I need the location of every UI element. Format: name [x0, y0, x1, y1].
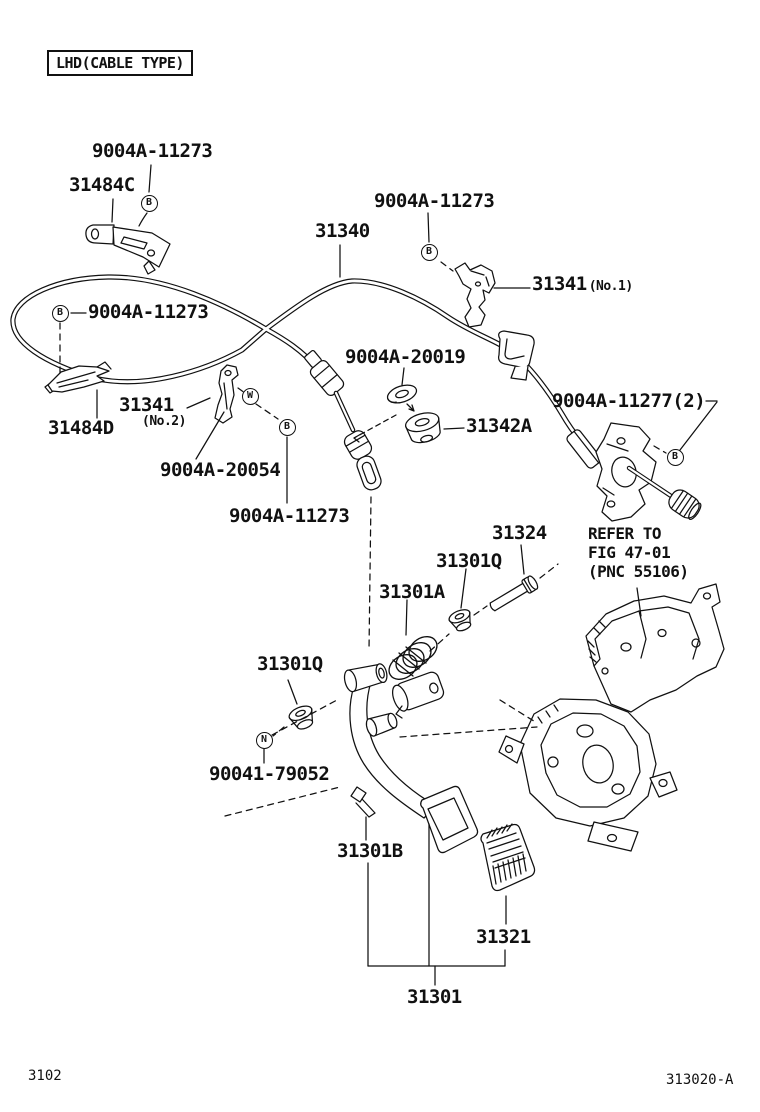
part-label-31301a — [379, 582, 445, 602]
part-label-31301b — [337, 841, 403, 861]
part-label-31341-no2 — [119, 395, 186, 429]
part-label-31301q-upper — [436, 551, 502, 571]
part-number: 31484C — [69, 174, 135, 196]
part-label-9004a-11273-a — [92, 141, 212, 161]
part-label-90041-79052 — [209, 764, 329, 784]
fastener-marker-b-left: B — [52, 305, 69, 322]
part-label-9004a-20019 — [345, 347, 465, 367]
part-number: 31341 — [532, 273, 587, 295]
part-number-suffix: (No.1) — [588, 279, 633, 294]
part-number: 31301 — [407, 986, 462, 1008]
figure-code: 313020-A — [666, 1072, 734, 1088]
part-label-31342a — [466, 416, 532, 436]
part-number: 31301Q — [436, 550, 502, 572]
fastener-marker-b-top-left: B — [141, 195, 158, 212]
part-number-suffix: (No.2) — [142, 414, 186, 429]
part-number: 31341 — [119, 394, 174, 416]
part-label-9004a-11277 — [552, 391, 705, 411]
part-label-31301 — [407, 987, 462, 1007]
part-number: 31324 — [492, 522, 547, 544]
fastener-marker-b-mid: B — [279, 419, 296, 436]
part-number: 31342A — [466, 415, 532, 437]
part-number: 9004A-11277(2) — [552, 390, 706, 412]
part-label-31321 — [476, 927, 531, 947]
part-label-9004a-11273-c — [88, 302, 208, 322]
part-number: 9004A-11273 — [229, 505, 350, 527]
fastener-marker-b-right: B — [667, 449, 684, 466]
refer-note-line1: REFER TO — [588, 524, 662, 543]
part-label-31484c — [69, 175, 135, 195]
part-number: 9004A-11273 — [374, 190, 495, 212]
part-number: 90041-79052 — [209, 763, 330, 785]
part-number: 31340 — [315, 220, 370, 242]
part-number: 9004A-20054 — [160, 459, 281, 481]
refer-note-line3: (PNC 55106) — [588, 562, 689, 581]
part-number: 31301B — [337, 840, 403, 862]
part-label-31341-no1 — [532, 274, 633, 297]
variant-type-box: LHD(CABLE TYPE) — [47, 50, 193, 76]
part-label-9004a-11273-b — [374, 191, 494, 211]
refer-note — [588, 524, 688, 581]
part-number: 31301A — [379, 581, 445, 603]
part-label-31301q-lower — [257, 654, 323, 674]
fastener-marker-w-mid: W — [242, 388, 259, 405]
refer-note-line2: FIG 47-01 — [588, 543, 671, 562]
part-label-9004a-20054 — [160, 460, 280, 480]
part-number: 31484D — [48, 417, 114, 439]
part-label-31324 — [492, 523, 547, 543]
page-code: 3102 — [28, 1068, 62, 1084]
part-number: 31321 — [476, 926, 531, 948]
part-number: 9004A-11273 — [92, 140, 213, 162]
fastener-marker-b-top-mid: B — [421, 244, 438, 261]
part-number: 9004A-11273 — [88, 301, 209, 323]
part-number: 9004A-20019 — [345, 346, 466, 368]
part-label-31340 — [315, 221, 370, 241]
part-label-31484d — [48, 418, 114, 438]
fastener-marker-n-lower: N — [256, 732, 273, 749]
part-label-9004a-11273-d — [229, 506, 349, 526]
part-number: 31301Q — [257, 653, 323, 675]
